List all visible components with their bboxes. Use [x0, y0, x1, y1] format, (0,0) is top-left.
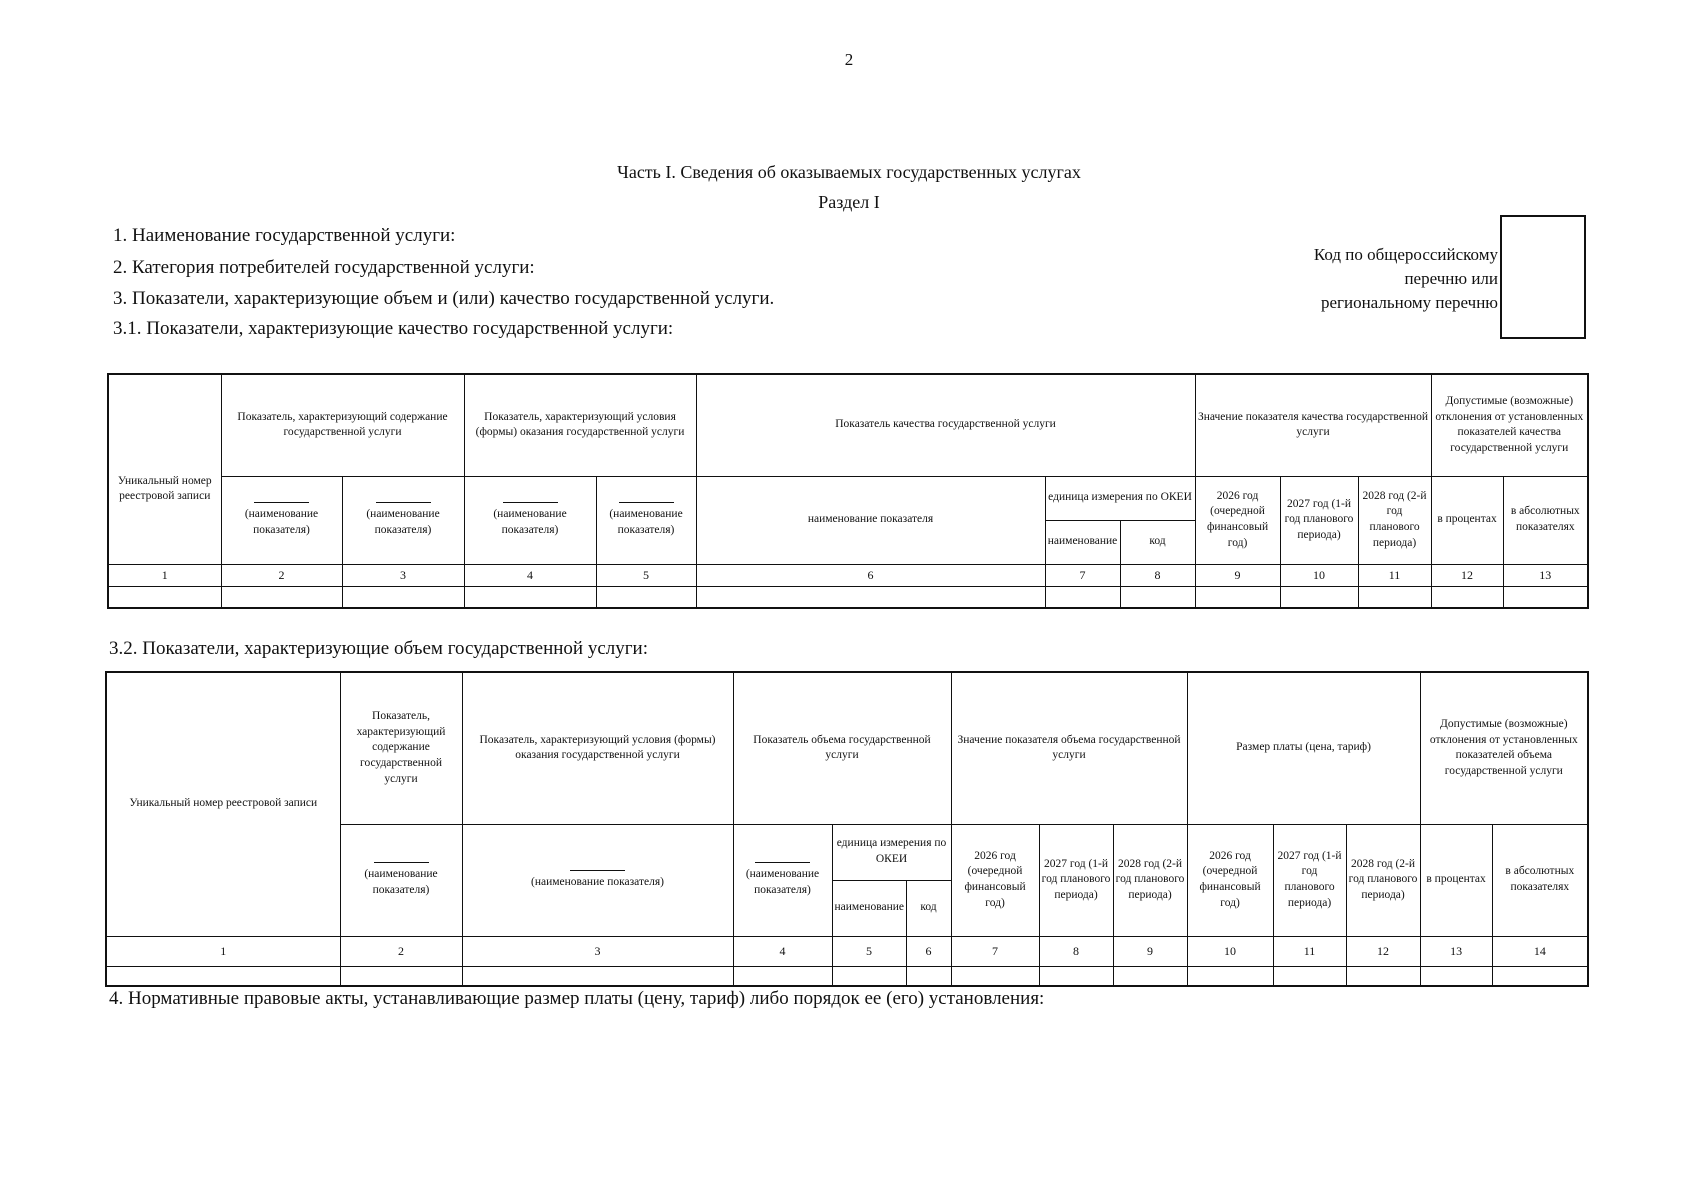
- column-number: 11: [1273, 936, 1346, 966]
- column-number: 8: [1039, 936, 1113, 966]
- unit-name-header: наименование: [1045, 520, 1120, 564]
- registry-code-label-line1: Код по общероссийскому: [1313, 245, 1498, 264]
- empty-cell[interactable]: [733, 966, 832, 986]
- unit-name-header: наименование: [832, 880, 906, 936]
- unit-okei-header: единица измерения по ОКЕИ: [1045, 476, 1195, 520]
- page-number: 2: [844, 50, 854, 69]
- volume-value-header: Значение показателя объема государственной услуги: [951, 672, 1187, 824]
- column-number: 12: [1431, 564, 1503, 586]
- column-number: 6: [906, 936, 951, 966]
- unit-code-header: код: [906, 880, 951, 936]
- empty-cell[interactable]: [1492, 966, 1588, 986]
- item-legal-acts: 4. Нормативные правовые акты, устанавливающие размер платы (цену, тариф) либо порядок ее (его) установления:: [109, 988, 1045, 1009]
- indicator-name-cell: (наименование показателя): [733, 824, 832, 936]
- column-number: 7: [951, 936, 1039, 966]
- column-number: 2: [221, 564, 342, 586]
- year-2028-header: 2028 год (2-й год планового периода): [1358, 476, 1431, 564]
- year-2027-header: 2027 год (1-й год планового периода): [1039, 824, 1113, 936]
- registry-code-box[interactable]: [1500, 215, 1586, 339]
- item-service-name: 1. Наименование государственной услуги:: [113, 225, 456, 246]
- empty-cell[interactable]: [1431, 586, 1503, 608]
- empty-cell[interactable]: [340, 966, 462, 986]
- empty-cell[interactable]: [1273, 966, 1346, 986]
- registry-code-label-line3: региональному перечню: [1320, 293, 1498, 312]
- empty-cell[interactable]: [906, 966, 951, 986]
- indicator-name-cell: (наименование показателя): [342, 476, 464, 564]
- indicator-name-cell: (наименование показателя): [462, 824, 733, 936]
- year-2026-header: 2026 год (очередной финансовый год): [1195, 476, 1280, 564]
- empty-cell[interactable]: [1039, 966, 1113, 986]
- registry-code-label-line2: перечню или: [1404, 269, 1498, 288]
- column-number: 7: [1045, 564, 1120, 586]
- column-number: 11: [1358, 564, 1431, 586]
- empty-cell[interactable]: [1503, 586, 1588, 608]
- empty-cell[interactable]: [596, 586, 696, 608]
- column-number: 4: [464, 564, 596, 586]
- column-number: 3: [342, 564, 464, 586]
- empty-cell[interactable]: [696, 586, 1045, 608]
- conditions-indicator-header: Показатель, характеризующий условия (формы) оказания государственной услуги: [464, 374, 696, 476]
- empty-cell[interactable]: [1187, 966, 1273, 986]
- empty-cell[interactable]: [342, 586, 464, 608]
- year-2028-header: 2028 год (2-й год планового периода): [1113, 824, 1187, 936]
- indicator-name-cell: (наименование показателя): [596, 476, 696, 564]
- table-row: [106, 966, 1588, 986]
- column-number: 10: [1280, 564, 1358, 586]
- column-number: 5: [832, 936, 906, 966]
- fee-size-header: Размер платы (цена, тариф): [1187, 672, 1420, 824]
- indicator-name-cell: (наименование показателя): [340, 824, 462, 936]
- column-number: 13: [1420, 936, 1492, 966]
- empty-cell[interactable]: [832, 966, 906, 986]
- section-title: Раздел I: [818, 192, 880, 212]
- item-consumer-category: 2. Категория потребителей государственной услуги:: [113, 257, 535, 278]
- empty-cell[interactable]: [1358, 586, 1431, 608]
- indicator-name-cell: (наименование показателя): [221, 476, 342, 564]
- unique-number-header: Уникальный номер реестровой записи: [108, 374, 221, 564]
- empty-cell[interactable]: [951, 966, 1039, 986]
- part-title: Часть I. Сведения об оказываемых государственных услугах: [617, 162, 1081, 182]
- conditions-indicator-header: Показатель, характеризующий условия (формы) оказания государственной услуги: [462, 672, 733, 824]
- column-number: 10: [1187, 936, 1273, 966]
- column-number: 2: [340, 936, 462, 966]
- in-absolute-header: в абсолютных показателях: [1492, 824, 1588, 936]
- empty-cell[interactable]: [1120, 586, 1195, 608]
- in-percent-header: в процентах: [1431, 476, 1503, 564]
- column-number: 12: [1346, 936, 1420, 966]
- empty-cell[interactable]: [1113, 966, 1187, 986]
- content-indicator-header: Показатель, характеризующий содержание государственной услуги: [340, 672, 462, 824]
- column-number: 14: [1492, 936, 1588, 966]
- column-number: 4: [733, 936, 832, 966]
- quality-indicator-header: Показатель качества государственной услуги: [696, 374, 1195, 476]
- allowed-deviation-header: Допустимые (возможные) отклонения от установленных показателей качества государственной услуги: [1431, 374, 1588, 476]
- empty-cell[interactable]: [106, 966, 340, 986]
- in-percent-header: в процентах: [1420, 824, 1492, 936]
- quality-value-header: Значение показателя качества государственной услуги: [1195, 374, 1431, 476]
- year-2027-header: 2027 год (1-й год планового периода): [1280, 476, 1358, 564]
- allowed-deviation-header: Допустимые (возможные) отклонения от установленных показателей объема государственной услуги: [1420, 672, 1588, 824]
- fee-year-2026-header: 2026 год (очередной финансовый год): [1187, 824, 1273, 936]
- empty-cell[interactable]: [221, 586, 342, 608]
- registry-code-label: [1258, 243, 1498, 315]
- empty-cell[interactable]: [1346, 966, 1420, 986]
- year-2026-header: 2026 год (очередной финансовый год): [951, 824, 1039, 936]
- volume-indicators-table: [105, 671, 1589, 987]
- column-number: 8: [1120, 564, 1195, 586]
- quality-indicators-table: [107, 373, 1589, 609]
- in-absolute-header: в абсолютных показателях: [1503, 476, 1588, 564]
- item-volume-indicators: 3.2. Показатели, характеризующие объем государственной услуги:: [109, 638, 649, 659]
- column-number: 9: [1195, 564, 1280, 586]
- quality-indicator-name-cell: наименование показателя: [696, 476, 1045, 564]
- unit-okei-header: единица измерения по ОКЕИ: [832, 824, 951, 880]
- empty-cell[interactable]: [464, 586, 596, 608]
- unique-number-header: Уникальный номер реестровой записи: [106, 672, 340, 936]
- table-row: [108, 586, 1588, 608]
- unit-code-header: код: [1120, 520, 1195, 564]
- column-number: 1: [108, 564, 221, 586]
- empty-cell[interactable]: [1195, 586, 1280, 608]
- empty-cell[interactable]: [1420, 966, 1492, 986]
- column-number: 9: [1113, 936, 1187, 966]
- column-number: 3: [462, 936, 733, 966]
- column-number: 13: [1503, 564, 1588, 586]
- empty-cell[interactable]: [1280, 586, 1358, 608]
- fee-year-2028-header: 2028 год (2-й год планового периода): [1346, 824, 1420, 936]
- column-number: 6: [696, 564, 1045, 586]
- volume-indicator-header: Показатель объема государственной услуги: [733, 672, 951, 824]
- empty-cell[interactable]: [1045, 586, 1120, 608]
- item-quality-indicators: 3.1. Показатели, характеризующие качество государственной услуги:: [113, 318, 674, 339]
- item-indicators: 3. Показатели, характеризующие объем и (или) качество государственной услуги.: [113, 288, 775, 309]
- column-number: 5: [596, 564, 696, 586]
- empty-cell[interactable]: [462, 966, 733, 986]
- content-indicator-header: Показатель, характеризующий содержание государственной услуги: [221, 374, 464, 476]
- indicator-name-cell: (наименование показателя): [464, 476, 596, 564]
- empty-cell[interactable]: [108, 586, 221, 608]
- column-number: 1: [106, 936, 340, 966]
- fee-year-2027-header: 2027 год (1-й год планового периода): [1273, 824, 1346, 936]
